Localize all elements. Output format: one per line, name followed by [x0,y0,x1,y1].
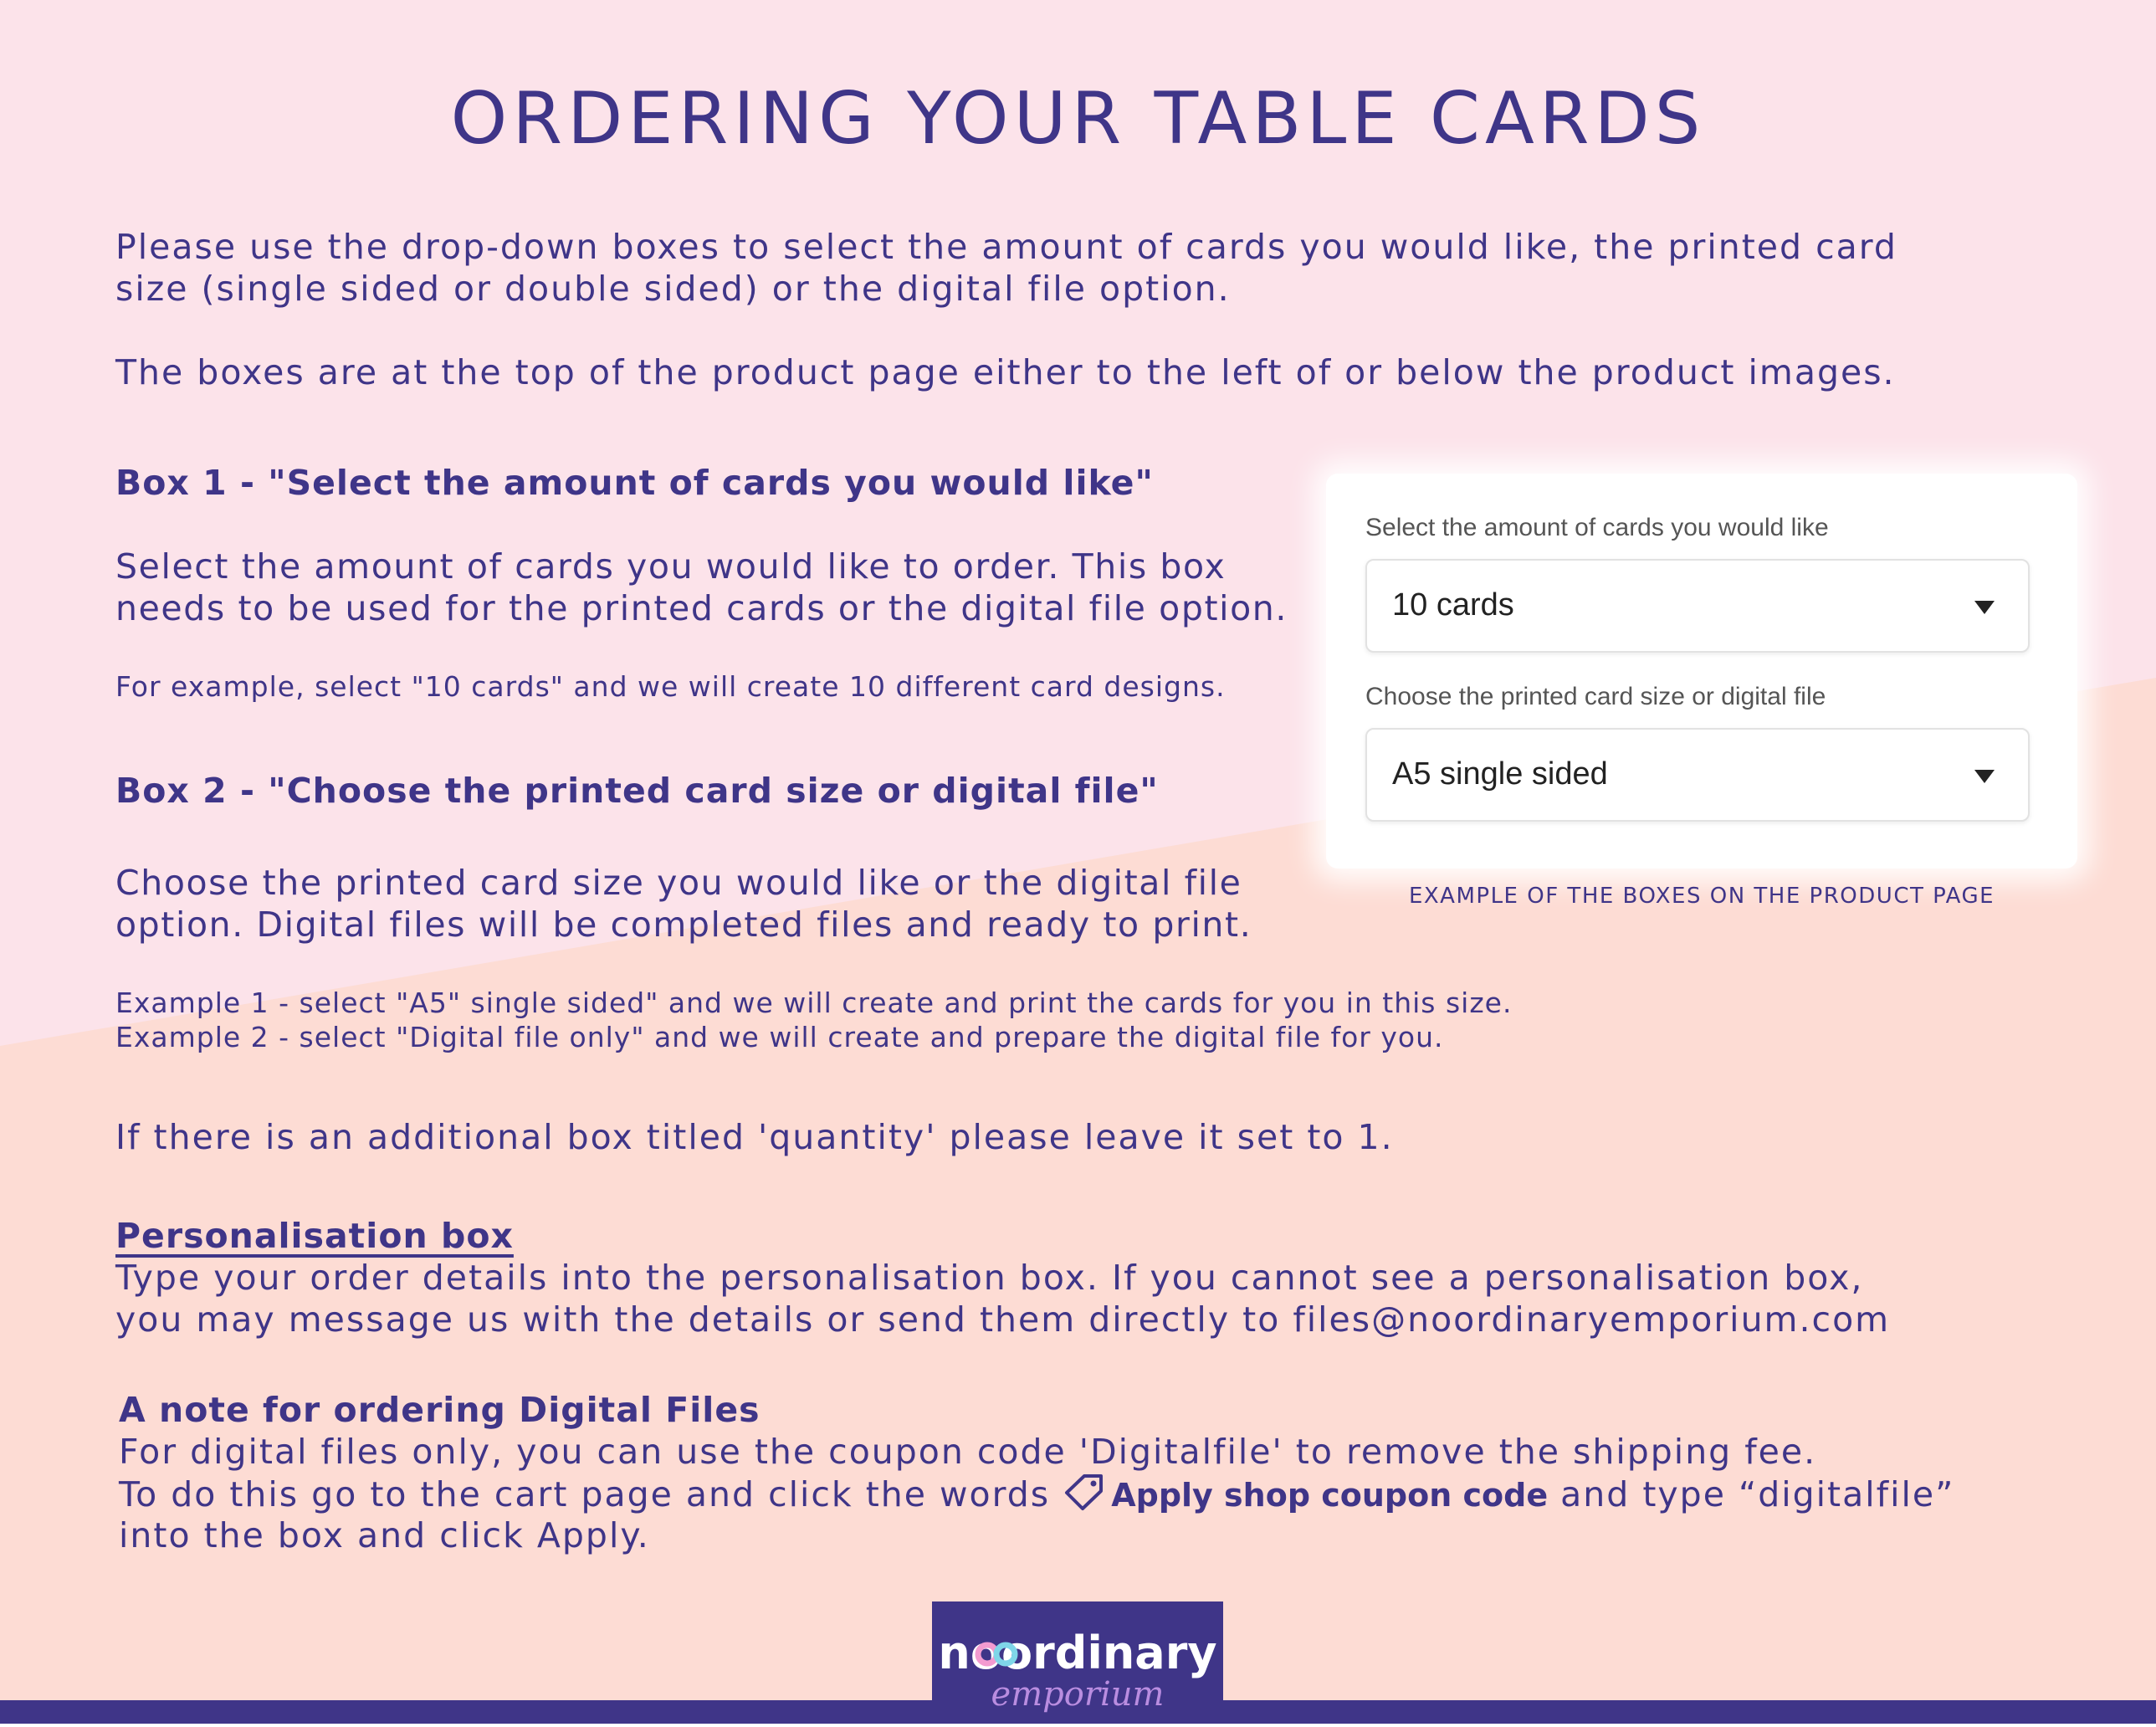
box1-line-2: needs to be used for the printed cards or the digital file option. [115,588,1288,628]
page-title: ORDERING YOUR TABLE CARDS [450,77,1706,161]
digital-note-line-3: into the box and click Apply. [119,1515,650,1555]
caret-down-icon [1974,601,1995,614]
personalisation-line-1: Type your order details into the personalisation box. If you cannot see a personalisation box, [115,1258,1864,1298]
digital-note-line-1: For digital files only, you can use the coupon code 'Digitalfile' to remove the shipping fee. [119,1432,1817,1472]
box2-example-1: Example 1 - select "A5" single sided" and we will create and print the cards for you in this size. [115,986,1513,1019]
dropdown-label-amount: Select the amount of cards you would like [1365,514,1829,541]
caret-down-icon [1974,770,1995,783]
personalisation-heading: Personalisation box [115,1216,514,1256]
tag-icon [1063,1473,1104,1521]
apply-coupon-label: Apply shop coupon code [1111,1477,1549,1514]
logo-mark [932,1601,1223,1724]
personalisation-line-2: you may message us with the details or send them directly to files@noordinaryemporium.com [115,1299,1891,1340]
logo-word-1: noordinary [938,1627,1217,1679]
box2-example-2: Example 2 - select "Digital file only" and we will create and prepare the digital file for you. [115,1021,1444,1053]
dropdown-label-size: Choose the printed card size or digital file [1365,683,1826,710]
intro-line-1: Please use the drop-down boxes to select the amount of cards you would like, the printed card [115,227,1897,267]
box1-example: For example, select "10 cards" and we will create 10 different card designs. [115,670,1226,703]
size-select[interactable] [1365,728,2030,822]
box1-line-1: Select the amount of cards you would like to order. This box [115,546,1227,587]
logo-word-2: emporium [991,1675,1165,1714]
digital-note-heading: A note for ordering Digital Files [119,1390,760,1430]
box2-heading: Box 2 - "Choose the printed card size or digital file" [115,771,1159,811]
digital-note-line-2-start: To do this go to the cart page and click the words [119,1474,1063,1514]
quantity-note: If there is an additional box titled 'quantity' please leave it set to 1. [115,1117,1394,1157]
intro-line-2: size (single sided or double sided) or the digital file option. [115,269,1231,309]
box2-line-2: option. Digital files will be completed files and ready to print. [115,904,1252,945]
digital-note-line-2-end: and type “digitalfile” [1548,1474,1955,1514]
apply-coupon-link [1063,1477,1548,1514]
example-dropdown-panel [1326,474,2077,869]
box1-heading: Box 1 - "Select the amount of cards you would like" [115,463,1154,503]
size-select-value: A5 single sided [1392,756,1608,792]
brand-logo [932,1601,1223,1724]
intro-line-3: The boxes are at the top of the product page either to the left of or below the product images. [115,352,1896,392]
amount-select-value: 10 cards [1392,587,1514,623]
amount-select[interactable] [1365,559,2030,653]
example-caption: EXAMPLE OF THE BOXES ON THE PRODUCT PAGE [1408,884,1995,909]
box2-line-1: Choose the printed card size you would like or the digital file [115,863,1242,903]
